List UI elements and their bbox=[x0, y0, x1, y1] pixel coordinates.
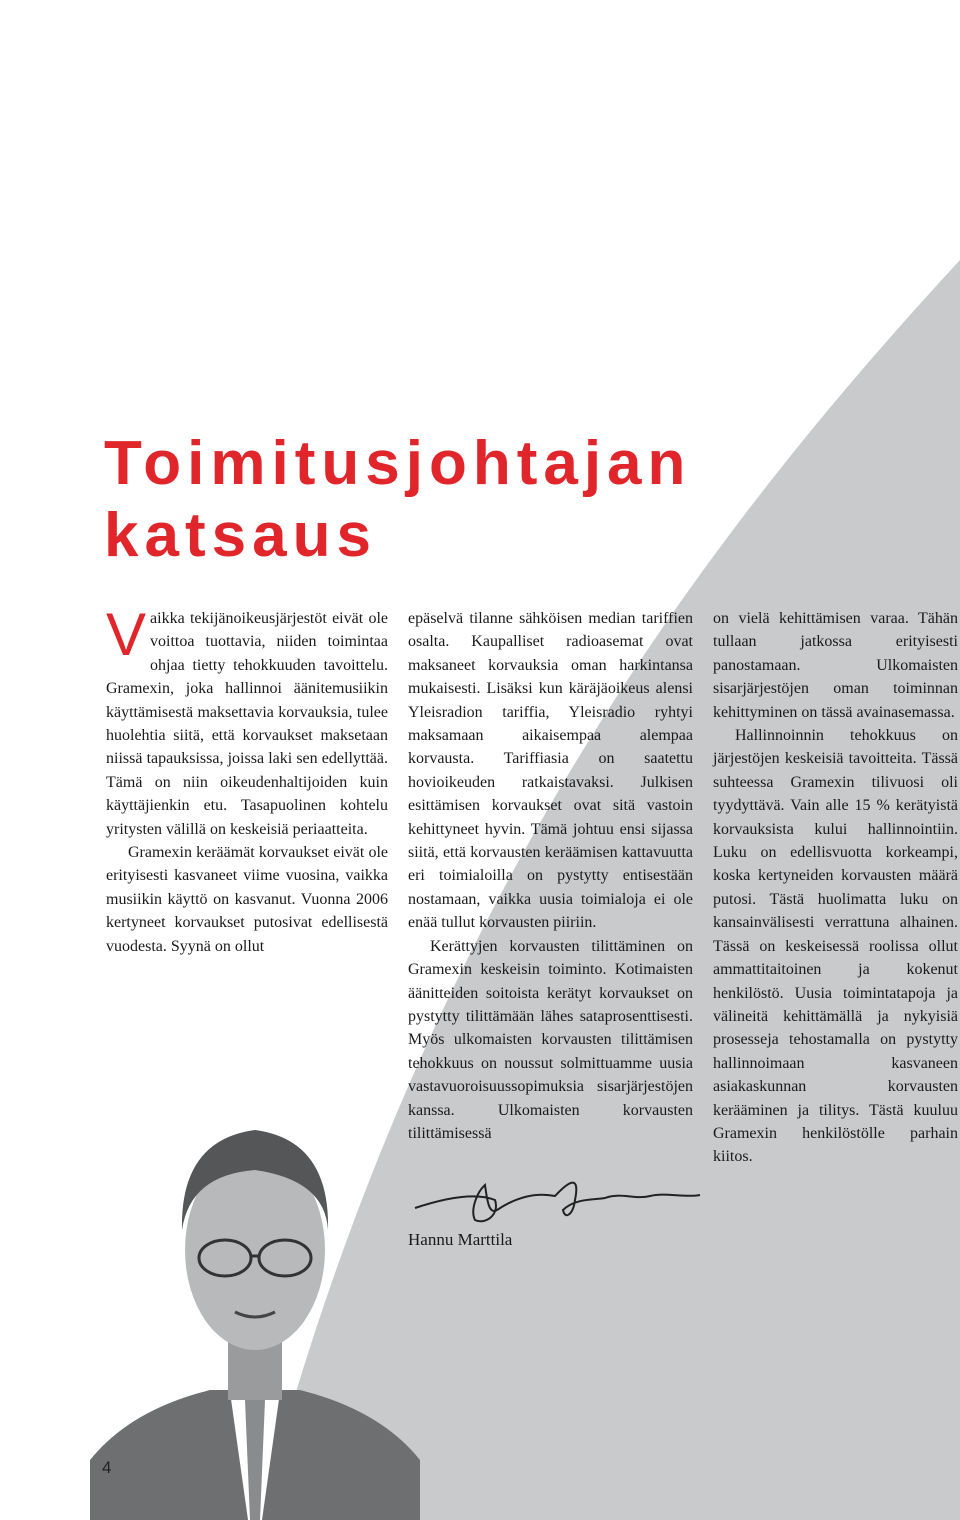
signature-image bbox=[405, 1170, 705, 1230]
portrait-illustration bbox=[90, 1020, 420, 1520]
title-line-1: Toimitusjohtajan bbox=[104, 429, 692, 498]
title-line-2: katsaus bbox=[104, 501, 377, 570]
text-column-2 bbox=[408, 607, 693, 1145]
paragraph-text: aikka tekijänoikeusjärjestöt eivät ole voittoa tuottavia, niiden toimintaa ohjaa tietty tehokkuuden tavoittelu. Gramexin, joka hallinnoi äänitemusiikin käyttämisestä maksettavia korvauksia, tulee huolehtia siitä, että korvaukset maksetaan niissä tapauksissa, joissa laki sen edellyttää. Tämä on niin oikeudenhaltijoiden kuin käyttäjienkin etu. Tasapuolinen kohtelu yritysten välillä on keskeisiä periaatteita. bbox=[106, 610, 388, 838]
signature-name: Hannu Marttila bbox=[408, 1230, 513, 1249]
paragraph bbox=[106, 601, 388, 841]
paragraph: on vielä kehittämisen varaa. Tähän tullaan jatkossa erityisesti panostamaan. Ulkomaisten sisarjärjestöjen oman toiminnan kehittyminen on tässä avainasemassa. bbox=[713, 610, 958, 721]
paragraph: Hallinnoinnin tehokkuus on järjestöjen keskeisiä tavoitteita. Tässä suhteessa Gramexin tilivuosi oli tyydyttävä. Vain alle 15 % kerätyistä korvauksista kului hallinnointiin. Luku on edellisvuotta korkeampi, koska kertyneiden korvausten määrä putosi. Tästä huolimatta luku on kansainvälisesti verrattuna alhainen. Tässä on keskeisessä roolissa ollut ammattitaitoinen ja kokenut henkilöstö. Uusia toimintatapoja ja välineitä kehittämällä ja nykyisiä prosesseja tehostamalla on pystytty hallinnoimaan kasvaneen asiakaskunnan korvausten kerääminen ja tilitys. Tästä kuuluu Gramexin henkilöstölle parhain kiitos. bbox=[713, 727, 958, 1166]
text-column-1 bbox=[106, 601, 388, 958]
drop-cap: V bbox=[106, 601, 147, 668]
paragraph: epäselvä tilanne sähköisen median tariffien osalta. Kaupalliset radioasemat ovat maksaneet korvauksia oman harkintansa mukaisesti. Lisäksi kun käräjäoikeus alensi Yleisradion tariffia, Yleisradio ryhtyi maksamaan aikaisempaa alempaa korvausta. Tariffiasia on saatettu hovioikeuden ratkaistavaksi. Julkisen esittämisen korvaukset ovat sitä vastoin kehittyneet hyvin. Tämä johtuu ensi sijassa siitä, että korvausten keräämisen kattavuutta eri toimialoilla on pystytty entisestään nostamaan, vaikka uusia toimialoja ei ole enää tullut korvausten piiriin. bbox=[408, 610, 693, 932]
page-title bbox=[104, 428, 691, 572]
paragraph: Gramexin keräämät korvaukset eivät ole erityisesti kasvaneet viime vuosina, vaikka musiikin käyttö on kasvanut. Vuonna 2006 kertyneet korvaukset putosivat edellisestä vuodesta. Syynä on ollut bbox=[106, 844, 388, 955]
page-number: 4 bbox=[102, 1458, 112, 1477]
paragraph: Kerättyjen korvausten tilittäminen on Gramexin keskeisin toiminto. Kotimaisten äänitteiden soitoista kerätyt korvaukset on pystytty tilittämään lähes sataprosenttisesti. Myös ulkomaisten korvausten tilittämisen tehokkuus on noussut solmittuamme uusia vastavuoroisuussopimuksia sisarjärjestöjen kanssa. Ulkomaisten korvausten tilittämisessä bbox=[408, 937, 693, 1142]
text-column-3 bbox=[713, 607, 958, 1169]
